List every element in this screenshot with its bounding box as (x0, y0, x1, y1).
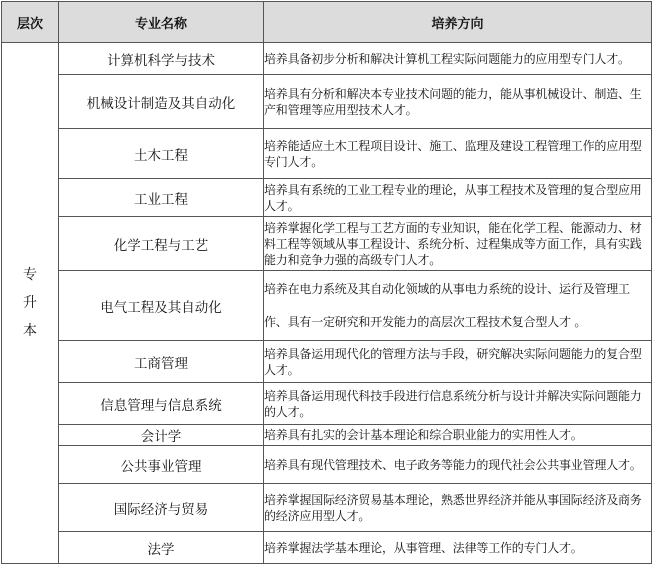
major-name: 化学工程与工艺 (59, 217, 264, 271)
table-row (2, 75, 652, 129)
table-row (2, 532, 652, 564)
training-direction: 培养掌握国际经济贸易基本理论，熟悉世界经济并能从事国际经济及商务的经济应用型人才。 (264, 484, 652, 532)
major-name: 机械设计制造及其自动化 (59, 75, 264, 129)
table-row (2, 383, 652, 425)
header-major: 专业名称 (59, 2, 264, 43)
major-name: 工商管理 (59, 341, 264, 383)
table-row (2, 484, 652, 532)
training-direction: 培养掌握化学工程与工艺方面的专业知识，能在化学工程、能源动力、材料工程等领域从事工程设计、系统分析、过程集成等方面工作，具有实践能力和竞争力强的高级专门人才。 (264, 217, 652, 271)
header-row (2, 2, 652, 43)
major-name: 土木工程 (59, 129, 264, 179)
header-direction: 培养方向 (264, 2, 652, 43)
major-name: 公共事业管理 (59, 446, 264, 484)
training-direction: 培养具有系统的工业工程专业的理论，从事工程技术及管理的复合型应用人才。 (264, 179, 652, 217)
training-direction: 培养具备初步分析和解决计算机工程实际问题能力的应用型专门人才。 (264, 43, 652, 75)
training-direction: 培养掌握法学基本理论，从事管理、法律等工作的专门人才。 (264, 532, 652, 564)
training-direction: 培养具备运用现代科技手段进行信息系统分析与设计并解决实际问题能力的人才。 (264, 383, 652, 425)
table-row (2, 43, 652, 75)
training-direction: 培养在电力系统及其自动化领域的从事电力系统的设计、运行及管理工作、具有一定研究和开发能力的高层次工程技术复合型人才 。 (264, 271, 652, 341)
table-row (2, 341, 652, 383)
table-row (2, 129, 652, 179)
table-row (2, 446, 652, 484)
major-name: 信息管理与信息系统 (59, 383, 264, 425)
training-direction: 培养具有现代管理技术、电子政务等能力的现代社会公共事业管理人才。 (264, 446, 652, 484)
training-direction: 培养具备运用现代化的管理方法与手段，研究解决实际问题能力的复合型人才。 (264, 341, 652, 383)
header-level: 层次 (2, 2, 59, 43)
training-direction: 培养能适应土木工程项目设计、施工、监理及建设工程管理工作的应用型专门人才。 (264, 129, 652, 179)
level-char: 本 (23, 323, 37, 339)
major-name: 会计学 (59, 425, 264, 446)
table-row (2, 271, 652, 341)
program-table (1, 1, 652, 564)
major-name: 计算机科学与技术 (59, 43, 264, 75)
training-direction: 培养具有扎实的会计基本理论和综合职业能力的实用性人才。 (264, 425, 652, 446)
table-row (2, 425, 652, 446)
level-char: 专 (23, 267, 37, 283)
major-name: 国际经济与贸易 (59, 484, 264, 532)
major-name: 工业工程 (59, 179, 264, 217)
table-row (2, 217, 652, 271)
table-row (2, 179, 652, 217)
major-name: 法学 (59, 532, 264, 564)
training-direction: 培养具有分析和解决本专业技术问题的能力，能从事机械设计、制造、生产和管理等应用型技术人才。 (264, 75, 652, 129)
level-char: 升 (23, 295, 37, 311)
level-cell (2, 43, 59, 564)
major-name: 电气工程及其自动化 (59, 271, 264, 341)
